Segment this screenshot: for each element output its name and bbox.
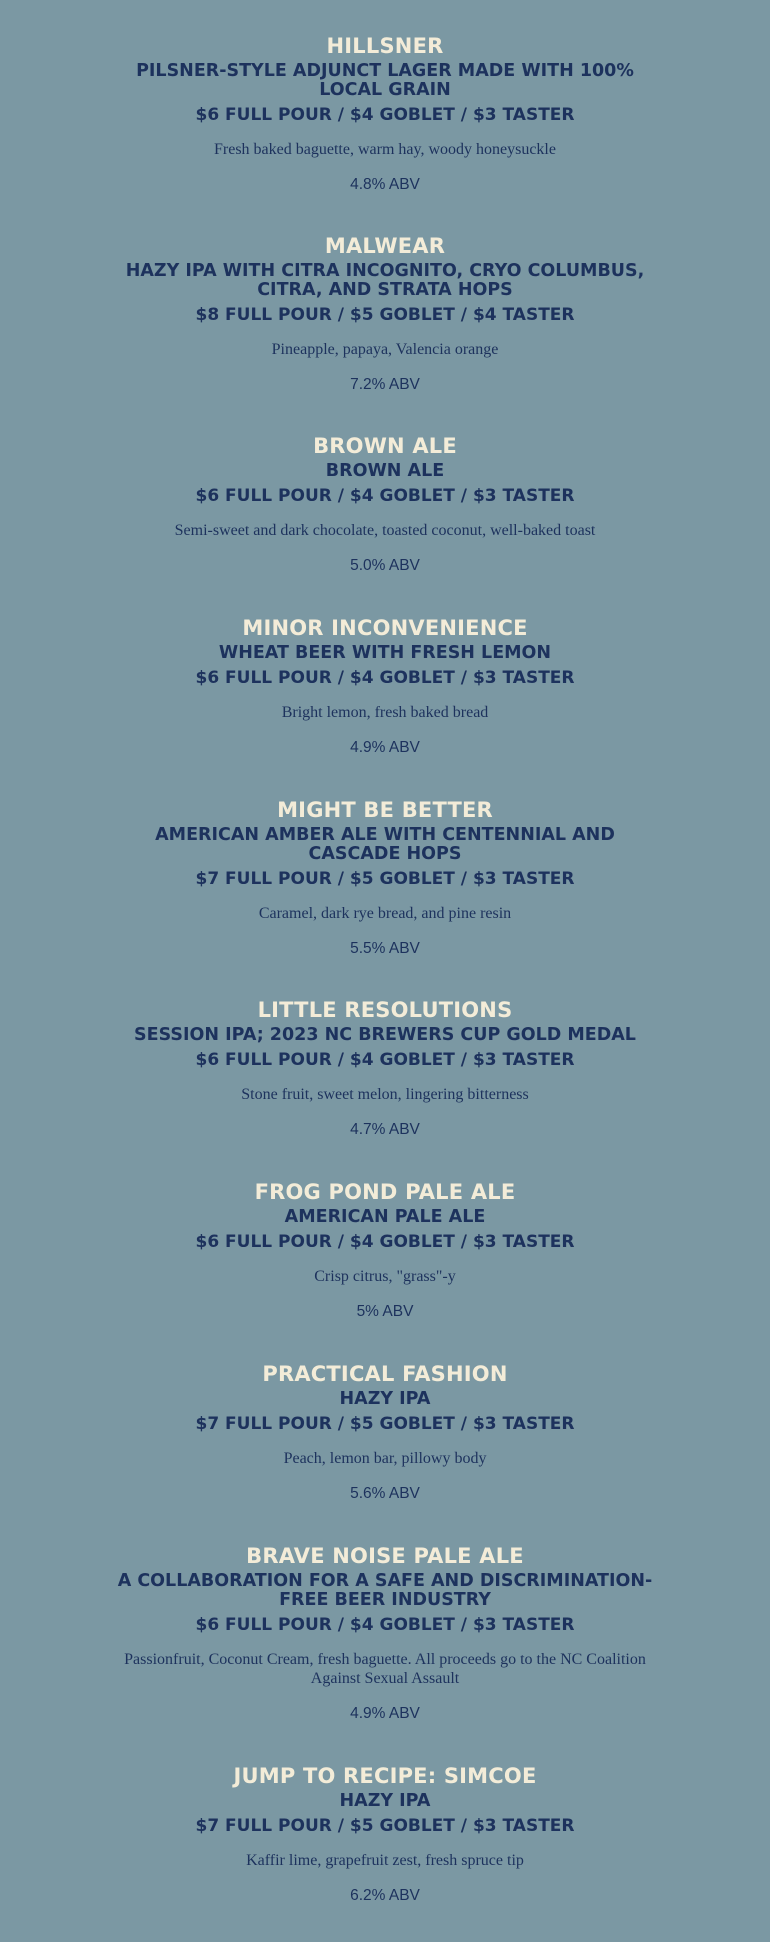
- beer-style: HAZY IPA WITH CITRA INCOGNITO, CRYO COLUMBUS, CITRA, AND STRATA HOPS: [125, 261, 645, 300]
- beer-price: $7 FULL POUR / $5 GOBLET / $3 TASTER: [195, 1414, 575, 1434]
- beer-abv: 5.6% ABV: [350, 1485, 420, 1502]
- beer-abv: 4.8% ABV: [350, 176, 420, 193]
- beer-tasting-notes: Crisp citrus, "grass"-y: [314, 1268, 456, 1285]
- beer-abv: 5.0% ABV: [350, 557, 420, 574]
- beer-tasting-notes: Peach, lemon bar, pillowy body: [283, 1450, 487, 1467]
- beer-tasting-notes: Kaffir lime, grapefruit zest, fresh spruce tip: [246, 1852, 524, 1869]
- beer-item-jump-to-recipe-simcoe: [115, 1760, 655, 1942]
- beer-price: $6 FULL POUR / $4 GOBLET / $3 TASTER: [195, 668, 575, 688]
- beer-price: $7 FULL POUR / $5 GOBLET / $3 TASTER: [195, 1816, 575, 1836]
- beer-abv: 4.7% ABV: [350, 1121, 420, 1138]
- beer-tasting-notes: Fresh baked baguette, warm hay, woody honeysuckle: [214, 141, 556, 158]
- beer-name: PRACTICAL FASHION: [262, 1362, 508, 1386]
- beer-name: MINOR INCONVENIENCE: [242, 616, 528, 640]
- beer-name: FROG POND PALE ALE: [254, 1180, 516, 1204]
- beer-price: $6 FULL POUR / $4 GOBLET / $3 TASTER: [195, 105, 575, 125]
- beer-item-practical-fashion: [115, 1358, 655, 1540]
- beer-abv: 4.9% ABV: [350, 1705, 420, 1722]
- beer-item-brown-ale: [115, 430, 655, 612]
- beer-style: BROWN ALE: [325, 461, 445, 481]
- beer-price: $8 FULL POUR / $5 GOBLET / $4 TASTER: [195, 305, 575, 325]
- beer-tasting-notes: Caramel, dark rye bread, and pine resin: [258, 905, 512, 922]
- beer-item-hillsner: [115, 30, 655, 230]
- beer-name: MIGHT BE BETTER: [277, 798, 493, 822]
- beer-item-minor-inconvenience: [115, 612, 655, 794]
- beer-name: LITTLE RESOLUTIONS: [257, 998, 513, 1022]
- beer-price: $6 FULL POUR / $4 GOBLET / $3 TASTER: [195, 1050, 575, 1070]
- beer-name: HILLSNER: [326, 34, 444, 58]
- beer-price: $6 FULL POUR / $4 GOBLET / $3 TASTER: [195, 1615, 575, 1635]
- beer-item-malwear: [115, 230, 655, 430]
- beer-style: PILSNER-STYLE ADJUNCT LAGER MADE WITH 100% LOCAL GRAIN: [136, 61, 634, 100]
- beer-item-might-be-better: [115, 794, 655, 994]
- beer-tasting-notes: Stone fruit, sweet melon, lingering bitterness: [241, 1086, 529, 1103]
- beer-tasting-notes: Semi-sweet and dark chocolate, toasted coconut, well-baked toast: [174, 522, 596, 539]
- beer-abv: 4.9% ABV: [350, 739, 420, 756]
- beer-style: AMERICAN PALE ALE: [284, 1207, 486, 1227]
- beer-name: JUMP TO RECIPE: SIMCOE: [233, 1764, 537, 1788]
- beer-tasting-notes: Pineapple, papaya, Valencia orange: [271, 341, 499, 358]
- beer-price: $6 FULL POUR / $4 GOBLET / $3 TASTER: [195, 1232, 575, 1252]
- beer-tasting-notes: Passionfruit, Coconut Cream, fresh baguette. All proceeds go to the NC Coalition Against Sexual Assault: [124, 1651, 646, 1687]
- beer-item-little-resolutions: [115, 994, 655, 1176]
- beer-style: HAZY IPA: [339, 1389, 431, 1409]
- beer-name: MALWEAR: [324, 234, 446, 258]
- beer-abv: 7.2% ABV: [350, 376, 420, 393]
- beer-style: SESSION IPA; 2023 NC BREWERS CUP GOLD MEDAL: [134, 1025, 636, 1045]
- beer-item-brave-noise-pale-ale: [115, 1540, 655, 1760]
- beer-name: BRAVE NOISE PALE ALE: [246, 1544, 524, 1568]
- beer-price: $6 FULL POUR / $4 GOBLET / $3 TASTER: [195, 486, 575, 506]
- beer-abv: 6.2% ABV: [350, 1887, 420, 1904]
- beer-tasting-notes: Bright lemon, fresh baked bread: [281, 704, 489, 721]
- beer-style: A COLLABORATION FOR A SAFE AND DISCRIMINATION-FREE BEER INDUSTRY: [117, 1571, 653, 1610]
- beer-price: $7 FULL POUR / $5 GOBLET / $3 TASTER: [195, 869, 575, 889]
- beer-item-frog-pond-pale-ale: [115, 1176, 655, 1358]
- beer-style: AMERICAN AMBER ALE WITH CENTENNIAL AND CASCADE HOPS: [155, 825, 615, 864]
- beer-abv: 5% ABV: [356, 1303, 414, 1320]
- beer-style: WHEAT BEER WITH FRESH LEMON: [218, 643, 552, 663]
- beer-style: HAZY IPA: [339, 1791, 431, 1811]
- beer-name: BROWN ALE: [313, 434, 457, 458]
- beer-abv: 5.5% ABV: [350, 940, 420, 957]
